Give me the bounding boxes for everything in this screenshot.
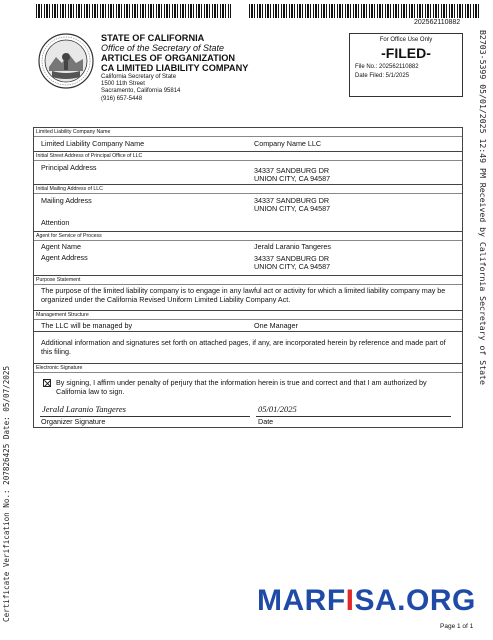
- state-heading: STATE OF CALIFORNIA: [101, 33, 205, 43]
- office-heading: Office of the Secretary of State: [101, 43, 225, 53]
- section-title: Management Structure: [36, 312, 89, 318]
- barcode-left: [36, 4, 231, 18]
- date-line: [256, 416, 451, 417]
- management-section: [34, 311, 462, 332]
- principal-address-line1: 34337 SANDBURG DR: [254, 166, 330, 175]
- office-use-box: [349, 33, 463, 97]
- document-subtitle: CA LIMITED LIABILITY COMPANY: [101, 63, 249, 73]
- affirmation-text: By signing, I affirm under penalty of perjury that the information herein is true and correct and that I am authorized by California law to sign.: [56, 378, 427, 396]
- agent-name-value: Jerald Laranio Tangeres: [254, 242, 331, 251]
- state-seal-icon: [38, 33, 94, 89]
- section-title: Initial Street Address of Principal Office of LLC: [36, 153, 143, 159]
- page-number: Page 1 of 1: [440, 623, 474, 630]
- mailing-address-label: Mailing Address: [41, 196, 92, 205]
- additional-info-text: Additional information and signatures set forth on attached pages, if any, are incorporated herein by reference and made part of this filing.: [41, 338, 446, 356]
- organizer-signature: Jerald Laranio Tangeres: [42, 404, 126, 414]
- section-title: Purpose Statement: [36, 277, 81, 283]
- certificate-verification-text: Certificate Verification No.: 207826425 Date: 05/07/2025: [2, 365, 11, 622]
- mailing-address-line1: 34337 SANDBURG DR: [254, 196, 330, 205]
- management-label: The LLC will be managed by: [41, 321, 133, 330]
- filed-stamp: -FILED-: [381, 45, 431, 61]
- agent-name-label: Agent Name: [41, 242, 81, 251]
- electronic-signature-section: [34, 364, 462, 429]
- office-street: 1500 11th Street: [101, 81, 145, 88]
- affirm-checkbox[interactable]: [43, 379, 51, 387]
- barcode-right: [249, 4, 481, 18]
- organizer-signature-label: Organizer Signature: [41, 417, 106, 426]
- attention-label: Attention: [41, 218, 70, 227]
- company-name-label: Limited Liability Company Name: [41, 139, 145, 148]
- office-use-label: For Office Use Only: [379, 37, 433, 43]
- brand-part3: SA.ORG: [354, 584, 476, 617]
- agent-address-line1: 34337 SANDBURG DR: [254, 254, 330, 263]
- office-name: California Secretary of State: [101, 74, 177, 80]
- office-city: Sacramento, California 95814: [101, 88, 181, 95]
- section-title: Limited Liability Company Name: [36, 129, 111, 135]
- section-title: Agent for Service of Process: [36, 233, 102, 239]
- principal-address-label: Principal Address: [41, 163, 97, 172]
- watermark-logo: [257, 585, 476, 617]
- purpose-statement: The purpose of the limited liability company is to engage in any lawful act or activity for which a limited liability company may be organized under the California Revised Uniform Limited Liability Company Act.: [41, 286, 446, 304]
- articles-form: [33, 127, 463, 428]
- principal-address-line2: UNION CITY, CA 94587: [254, 174, 331, 183]
- company-name-value: Company Name LLC: [254, 139, 322, 148]
- company-name-section: [34, 128, 462, 152]
- brand-part2: I: [345, 584, 355, 617]
- barcode-number: 202562110882: [414, 19, 461, 26]
- date-label: Date: [258, 417, 274, 426]
- mailing-address-line2: UNION CITY, CA 94587: [254, 204, 331, 213]
- agent-section: [34, 232, 462, 276]
- received-stamp-text: B2703-5399 05/01/2025 12:49 PM Received by California Secretary of State: [478, 30, 488, 385]
- signature-date: 05/01/2025: [258, 404, 297, 414]
- mailing-address-section: [34, 185, 462, 232]
- office-phone: (916) 657-5448: [101, 95, 143, 102]
- date-filed: Date Filed: 5/1/2025: [355, 73, 410, 79]
- section-title: Electronic Signature: [36, 365, 83, 371]
- section-title: Initial Mailing Address of LLC: [36, 186, 103, 192]
- purpose-section: [34, 276, 462, 311]
- management-value: One Manager: [254, 321, 298, 330]
- agent-address-label: Agent Address: [41, 253, 88, 262]
- brand-part1: MARF: [257, 584, 346, 617]
- principal-address-section: [34, 152, 462, 185]
- document-title: ARTICLES OF ORGANIZATION: [101, 53, 236, 63]
- document-header: [101, 33, 301, 103]
- additional-info-section: [34, 332, 462, 364]
- agent-address-line2: UNION CITY, CA 94587: [254, 262, 331, 271]
- file-number: File No.: 202562110882: [355, 64, 419, 70]
